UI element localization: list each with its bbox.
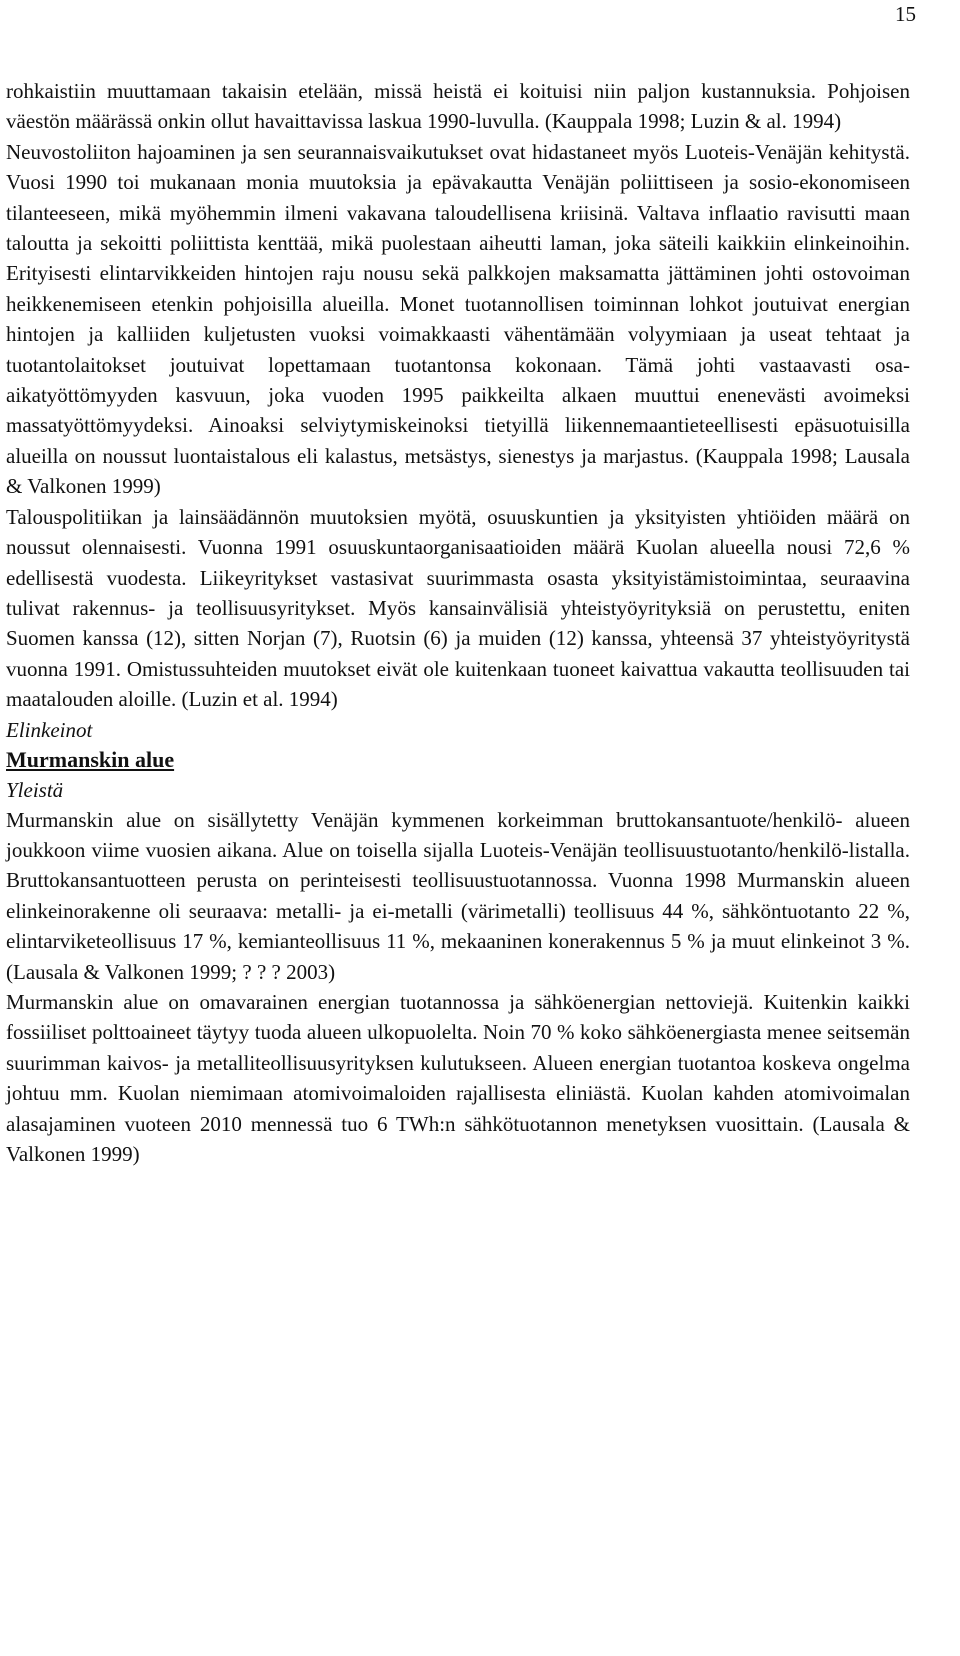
heading-yleista: Yleistä	[6, 777, 64, 802]
paragraph-soviet-collapse: Neuvostoliiton hajoaminen ja sen seurannaisvaikutukset ovat hidastaneet myös Luoteis-Venäjän kehitystä. Vuosi 1990 toi mukanaan monia muutoksia ja epävakautta Venäjän poliittiseen ja sosio-ekonomiseen tilanteeseen, mikä myöhemmin ilmeni vakavana taloudellisena kriisinä. Valtava inflaatio ravisutti maan taloutta ja sekoitti poliittista kenttää, mikä puolestaan aiheutti laman, joka säteili kaikkiin elinkeinoihin. Erityisesti elintarvikkeiden hintojen raju nousu sekä palkkojen maksamatta jättäminen johti ostovoiman heikkenemiseen etenkin pohjoisilla alueilla. Monet tuotannollisen toiminnan lohkot joutuivat energian hintojen ja kalliiden kuljetusten vuoksi voimakkaasti vähentämään volyymiaan ja useat tehtaat ja tuotantolaitokset joutuivat lopettamaan tuotantonsa kokonaan. Tämä johti vastaavasti osa-aikatyöttömyyden kasvuun, joka vuoden 1995 paikkeilta alkaen muuttui enenevästi avoimeksi massatyöttömyydeksi. Ainoaksi selviytymiskeinoksi tietyillä liikennemaantieteellisesti epäsuotuisilla alueilla on noussut luontaistalous eli kalastus, metsästys, sienestys ja marjastus. (Kauppala 1998; Lausala & Valkonen 1999)	[6, 139, 910, 499]
heading-elinkeinot: Elinkeinot	[6, 717, 93, 742]
paragraph-economic-policy: Talouspolitiikan ja lainsäädännön muutoksien myötä, osuuskuntien ja yksityisten yhtiöiden määrä on noussut olennaisesti. Vuonna 1991 osuuskuntaorganisaatioiden määrä Kuolan alueella nousi 72,6 % edellisestä vuodesta. Liikeyritykset vastasivat suurimmasta osasta yksityistämistoimintaa, seuraavina tulivat rakennus- ja teollisuusyritykset. Myös kansainvälisiä yhteistyöyrityksiä on perustettu, eniten Suomen kanssa (12), sitten Norjan (7), Ruotsin (6) ja muiden (12) kanssa, yhteensä 37 yhteistyöyritystä vuonna 1991. Omistussuhteiden muutokset eivät ole kuitenkaan tuoneet kaivattua vakautta teollisuuden tai maatalouden aloille. (Luzin et al. 1994)	[6, 504, 910, 712]
paragraph-population: rohkaistiin muuttamaan takaisin etelään, missä heistä ei koituisi niin paljon kustannuksia. Pohjoisen väestön määrässä onkin ollut havaittavissa laskua 1990-luvulla. (Kauppala 1998; Luzin & al. 1994)	[6, 79, 910, 134]
heading-murmanskin-alue: Murmanskin alue	[6, 746, 175, 772]
page-number: 15	[895, 2, 916, 26]
paragraph-murmansk-gdp: Murmanskin alue on sisällytetty Venäjän kymmenen korkeimman bruttokansantuote/henkilö- alueen joukkoon viime vuosien aikana. Alue on toisella sijalla Luoteis-Venäjän teollisuustuotanto/henkilö-listalla. Bruttokansantuotteen perusta on perinteisesti teollisuustuotannossa. Vuonna 1998 Murmanskin alueen elinkeinorakenne oli seuraava: metalli- ja ei-metalli (värimetalli) teollisuus 44 %, sähköntuotanto 22 %, elintarviketeollisuus 17 %, kemianteollisuus 11 %, mekaaninen konerakennus 5 % ja muut elinkeinot 3 %. (Lausala & Valkonen 1999; ? ? ? 2003)	[6, 807, 910, 984]
paragraph-murmansk-energy: Murmanskin alue on omavarainen energian tuotannossa ja sähköenergian nettoviejä. Kuitenkin kaikki fossiiliset polttoaineet täytyy tuoda alueen ulkopuolelta. Noin 70 % koko sähköenergiasta menee seitsemän suurimman kaivos- ja metalliteollisuusyrityksen kulutukseen. Alueen energian tuotantoa koskeva ongelma johtuu mm. Kuolan niemimaan atomivoimaloiden rajallisesta eliniästä. Kuolan kahden atomivoimalan alasajaminen vuoteen 2010 mennessä tuo 6 TWh:n sähkötuotannon menetyksen vuosittain. (Lausala & Valkonen 1999)	[6, 989, 910, 1166]
document-body	[6, 76, 910, 1169]
